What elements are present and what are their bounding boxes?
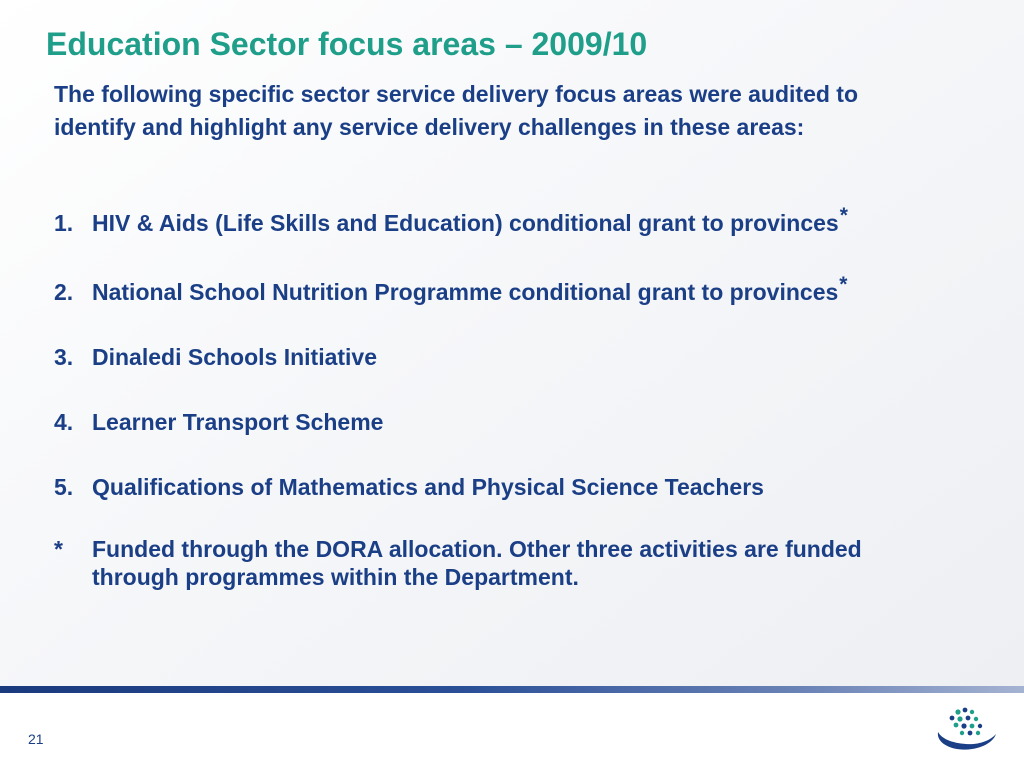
footnote: [54, 535, 934, 591]
slide-title: Education Sector focus areas – 2009/10: [46, 26, 648, 62]
list-item: [54, 472, 764, 502]
footnote-marker: *: [839, 204, 848, 227]
list-item: [54, 407, 383, 437]
item-number: 1.: [54, 210, 74, 236]
item-number: 2.: [54, 279, 74, 305]
page-number: 21: [28, 731, 44, 747]
item-text: Learner Transport Scheme: [92, 409, 384, 435]
footnote-text: Funded through the DORA allocation. Other three activities are funded through programmes within the Department.: [92, 536, 862, 590]
footnote-marker: *: [839, 273, 848, 296]
item-text: Qualifications of Mathematics and Physical Science Teachers: [92, 474, 764, 500]
item-number: 4.: [54, 409, 74, 435]
item-number: 5.: [54, 474, 74, 500]
list-item: [54, 273, 848, 309]
item-number: 3.: [54, 344, 74, 370]
item-text: Dinaledi Schools Initiative: [92, 344, 378, 370]
intro-paragraph: The following specific sector service delivery focus areas were audited to identify and highlight any service delivery challenges in these areas:: [54, 81, 859, 140]
list-item: [54, 204, 848, 240]
slide-body: [54, 78, 1014, 590]
list-item: [54, 342, 377, 372]
organisation-logo-icon: [932, 704, 1000, 754]
footer-divider-bar: [0, 686, 1024, 693]
footer: [0, 693, 1024, 768]
item-text: National School Nutrition Programme conditional grant to provinces: [92, 279, 839, 305]
item-text: HIV & Aids (Life Skills and Education) conditional grant to provinces: [92, 210, 839, 236]
footnote-symbol: *: [54, 536, 63, 562]
